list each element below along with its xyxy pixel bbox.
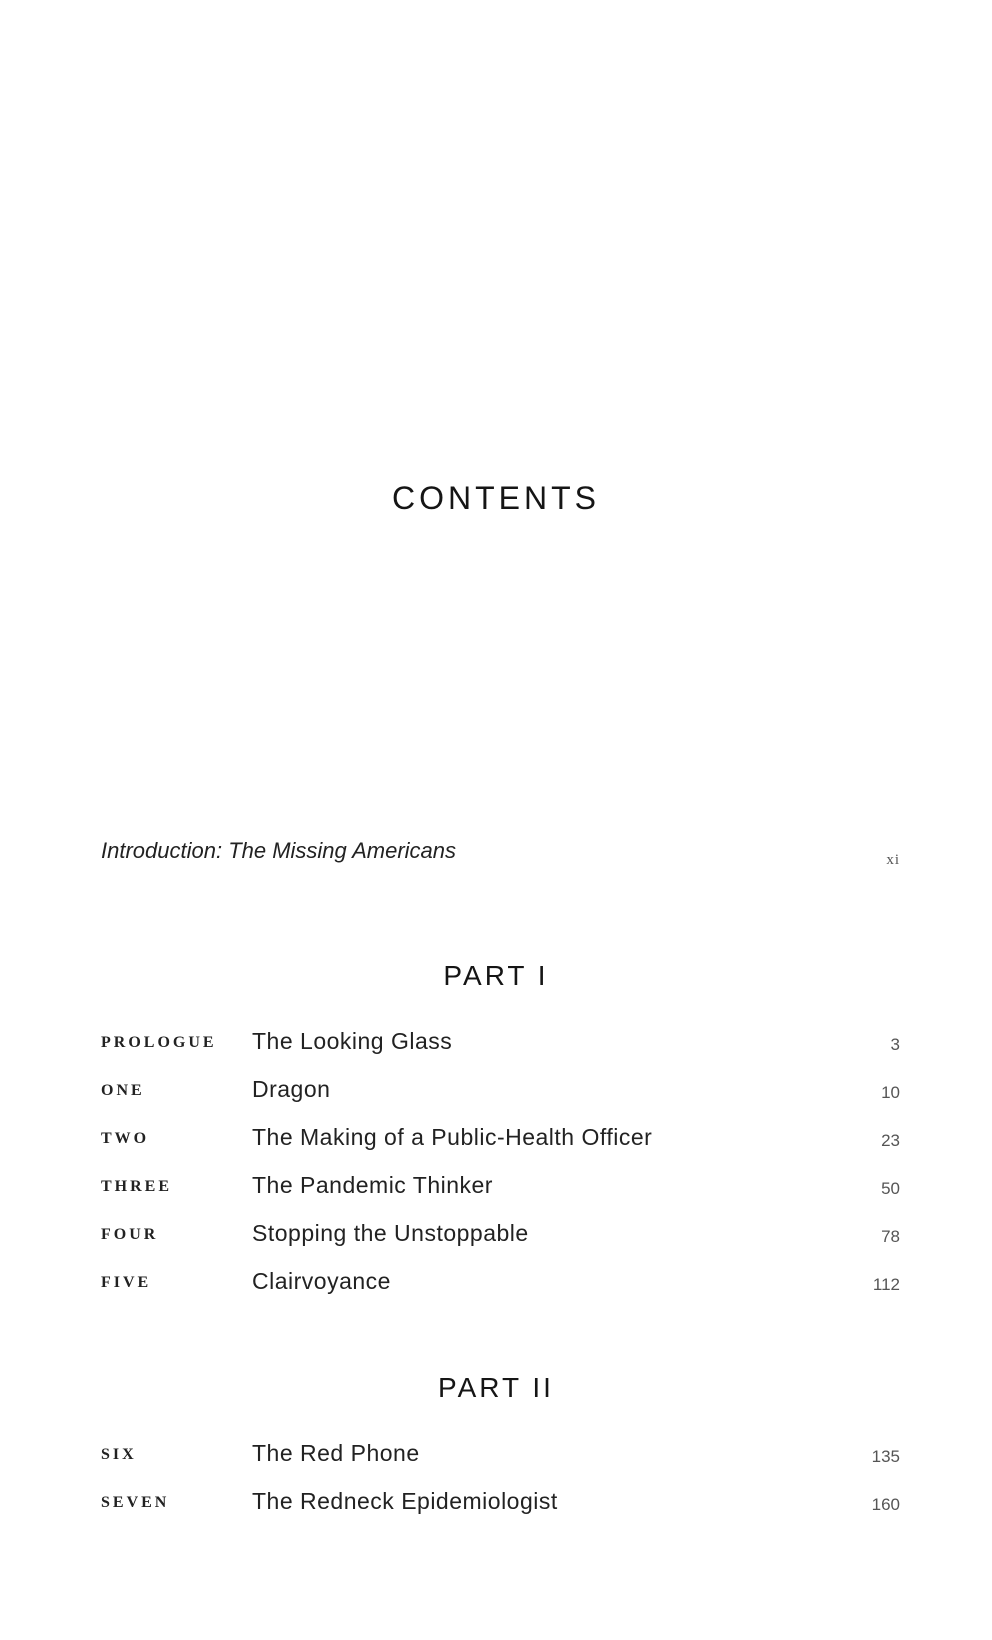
chapter-page-number: 3 <box>890 1035 900 1054</box>
chapter-title: The Red Phone <box>252 1440 420 1466</box>
chapter-title: The Pandemic Thinker <box>252 1172 493 1198</box>
chapter-number: PROLOGUE <box>101 1034 217 1051</box>
chapter-page-number: 50 <box>881 1179 900 1198</box>
chapter-number: ONE <box>101 1082 145 1099</box>
chapter-title: The Redneck Epidemiologist <box>252 1488 558 1514</box>
chapter-page-number: 160 <box>871 1495 900 1514</box>
toc-entry <box>0 1020 992 1060</box>
chapter-number: SEVEN <box>101 1494 170 1511</box>
chapter-number: SIX <box>101 1446 137 1463</box>
toc-entry <box>0 1116 992 1156</box>
chapter-title: Stopping the Unstoppable <box>252 1220 529 1246</box>
toc-entry <box>0 1164 992 1204</box>
toc-entry <box>0 1260 992 1300</box>
chapter-title: The Making of a Public-Health Officer <box>252 1124 653 1150</box>
chapter-number: TWO <box>101 1130 150 1147</box>
chapter-number: FIVE <box>101 1274 152 1291</box>
part-heading: PART I <box>443 960 549 991</box>
introduction-page-number: xi <box>886 852 900 868</box>
chapter-page-number: 112 <box>872 1275 900 1294</box>
chapter-page-number: 10 <box>881 1083 900 1102</box>
chapter-title: Clairvoyance <box>252 1268 391 1294</box>
chapter-title: Dragon <box>252 1076 331 1102</box>
toc-entry <box>0 1480 992 1520</box>
page-title: CONTENTS <box>392 480 600 516</box>
toc-entry <box>0 1432 992 1472</box>
chapter-page-number: 23 <box>881 1131 900 1150</box>
introduction-title: Introduction: The Missing Americans <box>101 838 456 863</box>
part-heading: PART II <box>438 1372 554 1403</box>
toc-entry <box>0 1212 992 1252</box>
chapter-page-number: 135 <box>871 1447 900 1466</box>
chapter-number: FOUR <box>101 1226 159 1243</box>
toc-entry <box>0 1068 992 1108</box>
chapter-title: The Looking Glass <box>252 1028 453 1054</box>
chapter-page-number: 78 <box>881 1227 900 1246</box>
chapter-number: THREE <box>101 1178 173 1195</box>
